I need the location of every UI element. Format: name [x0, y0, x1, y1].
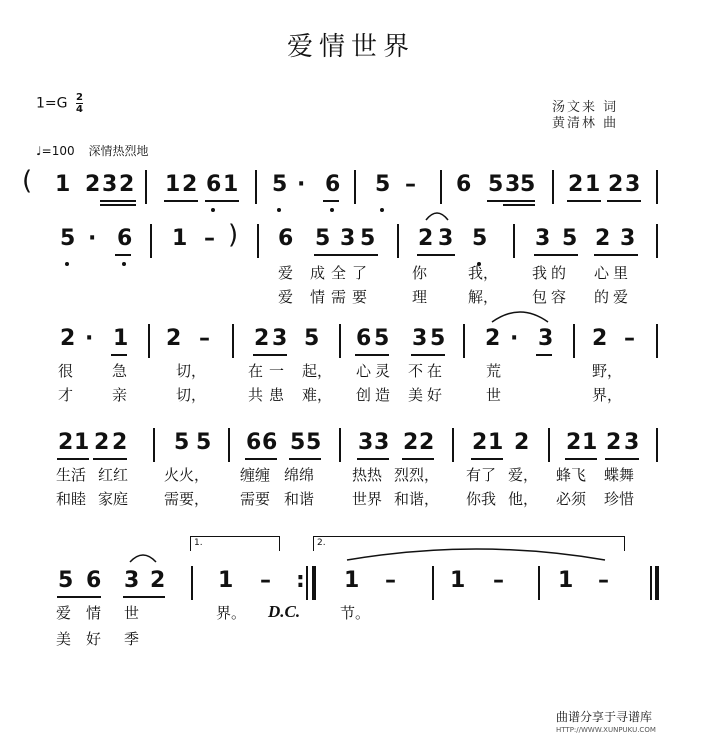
note: 1 — [113, 326, 129, 351]
dot-rhythm: · — [88, 226, 97, 251]
time-sig-bottom: 4 — [75, 104, 83, 115]
dash: – — [624, 326, 635, 351]
note: 3 — [124, 568, 140, 593]
underline — [411, 354, 445, 356]
lyric: 心里 — [594, 264, 633, 282]
bar-line — [306, 566, 308, 600]
lyric: 创造 — [356, 386, 395, 404]
underline — [314, 254, 378, 256]
bar-line — [255, 170, 257, 204]
lyric: 美好 — [408, 386, 447, 404]
note: 1 — [223, 172, 239, 197]
note: 2 — [606, 430, 622, 455]
time-signature — [76, 92, 83, 115]
lyric: 荒 — [486, 362, 502, 380]
lyric: 包容 — [532, 288, 571, 306]
key-signature — [36, 92, 83, 115]
note: 2 — [182, 172, 198, 197]
bar-line — [228, 428, 230, 462]
lyric: 和谐 — [284, 490, 315, 508]
underline — [323, 200, 339, 202]
lyric: 解， — [468, 288, 499, 306]
note: 3 — [625, 172, 641, 197]
note: 6 — [86, 568, 102, 593]
lyric: 情需要 — [310, 288, 374, 306]
lyric: 不在 — [408, 362, 447, 380]
underline — [205, 200, 239, 202]
underline — [355, 354, 389, 356]
bar-line — [339, 428, 341, 462]
tempo-marking — [36, 142, 148, 159]
lyric: 理 — [412, 288, 428, 306]
note: 2 — [418, 226, 434, 251]
lyric: 才 — [58, 386, 74, 404]
lyric: 生活 — [56, 466, 87, 484]
lyric: 烈烈， — [394, 466, 440, 484]
note: 6 — [117, 226, 133, 251]
underline — [57, 458, 89, 460]
underline — [487, 200, 535, 202]
lyric: 缠缠 — [240, 466, 271, 484]
dash: – — [204, 226, 215, 251]
note: 5 — [58, 568, 74, 593]
bar-line — [656, 170, 658, 204]
note: 2 — [150, 568, 166, 593]
lyric: 季 — [124, 630, 140, 648]
underline — [115, 254, 131, 256]
note: 1 — [344, 568, 360, 593]
note: 5 — [562, 226, 578, 251]
note: 3 — [358, 430, 374, 455]
lyric: 很 — [58, 362, 74, 380]
lyric: 和谐， — [394, 490, 440, 508]
note: 2 — [119, 172, 135, 197]
lyric: 火火， — [164, 466, 210, 484]
note: 1 — [585, 172, 601, 197]
bar-line — [538, 566, 540, 600]
lyric: 我的 — [532, 264, 571, 282]
note: 3 — [535, 226, 551, 251]
underline — [471, 458, 503, 460]
footer-url: HTTP://WWW.XUNPUKU.COM — [556, 726, 656, 734]
lyric: 蝶舞 — [604, 466, 635, 484]
bar-line — [656, 224, 658, 258]
bar-line — [145, 170, 147, 204]
note: 2 — [94, 430, 110, 455]
bar-line — [150, 224, 152, 258]
lyric: 珍惜 — [604, 490, 635, 508]
underline — [164, 200, 198, 202]
dot-rhythm: · — [510, 326, 519, 351]
note: 2 — [608, 172, 624, 197]
note: 5 — [374, 326, 390, 351]
low-octave-dot — [330, 208, 334, 212]
staff-row-2 — [0, 218, 702, 313]
low-octave-dot — [211, 208, 215, 212]
bar-line — [552, 170, 554, 204]
lyric: 和睦 — [56, 490, 87, 508]
bar-line — [440, 170, 442, 204]
bar-line — [153, 428, 155, 462]
lyric: 爱 — [278, 288, 294, 306]
low-octave-dot — [65, 262, 69, 266]
staff-row-3 — [0, 318, 702, 413]
note: 2 — [112, 430, 128, 455]
note: 5 — [306, 430, 322, 455]
note: 2 — [595, 226, 611, 251]
note: 1 — [450, 568, 466, 593]
note: 2 — [60, 326, 76, 351]
slur — [424, 208, 450, 222]
note: 2 — [403, 430, 419, 455]
bar-line — [463, 324, 465, 358]
note: 5 — [315, 226, 331, 251]
lyric: 世 — [124, 604, 140, 622]
note: 3 — [620, 226, 636, 251]
note: 3 — [438, 226, 454, 251]
note: 3 — [374, 430, 390, 455]
lyric: 我， — [468, 264, 499, 282]
note: 2 — [592, 326, 608, 351]
underline — [567, 200, 601, 202]
lyricist-credit: 汤文来 词 — [552, 100, 619, 115]
lyric: 野， — [592, 362, 623, 380]
lyric: 情 — [86, 604, 102, 622]
lyric: 必须 — [556, 490, 587, 508]
lyric: 在一 — [248, 362, 291, 380]
bar-line — [339, 324, 341, 358]
tempo-value: ♩=100 — [36, 144, 75, 158]
lyric: 需要 — [240, 490, 271, 508]
underline — [594, 254, 638, 256]
lyric: 爱 — [278, 264, 294, 282]
lyric: 蜂飞 — [556, 466, 587, 484]
song-title: 爱情世界 — [286, 32, 415, 62]
note: 2 — [566, 430, 582, 455]
bar-line — [232, 324, 234, 358]
note: 6 — [262, 430, 278, 455]
bar-line — [191, 566, 193, 600]
note: 6 — [356, 326, 372, 351]
bar-line — [397, 224, 399, 258]
second-ending-label: 2. — [317, 538, 326, 548]
first-ending-bracket — [190, 536, 280, 551]
note: 5 — [196, 430, 212, 455]
note: 2 — [568, 172, 584, 197]
lyric: 热热 — [352, 466, 383, 484]
lyric: 界， — [592, 386, 623, 404]
dot-rhythm: · — [85, 326, 94, 351]
note: 1 — [172, 226, 188, 251]
note: 5 — [375, 172, 391, 197]
note: 5 — [488, 172, 504, 197]
lyric: 急 — [112, 362, 128, 380]
note: 2 — [485, 326, 501, 351]
lyric: 心灵 — [356, 362, 395, 380]
note: 2 — [166, 326, 182, 351]
underline — [402, 458, 434, 460]
time-sig-top: 2 — [75, 92, 83, 103]
bar-line — [656, 324, 658, 358]
note: 3 — [272, 326, 288, 351]
bar-line — [432, 566, 434, 600]
note: 1 — [74, 430, 90, 455]
lyric: 世界 — [352, 490, 383, 508]
lyric: 好 — [86, 630, 102, 648]
tie — [490, 306, 550, 324]
dash: – — [598, 568, 609, 593]
underline — [534, 254, 578, 256]
note: 6 — [456, 172, 472, 197]
low-octave-dot — [380, 208, 384, 212]
final-bar-thin — [650, 566, 652, 600]
note: 5 — [290, 430, 306, 455]
lyric: 起， — [302, 362, 333, 380]
note: 6 — [206, 172, 222, 197]
note: 3 — [624, 430, 640, 455]
lyric: 爱 — [56, 604, 72, 622]
underline — [111, 354, 127, 356]
repeat-colon: : — [296, 568, 305, 593]
lyric: 爱， — [508, 466, 539, 484]
note: 3 — [538, 326, 554, 351]
lyric: 需要， — [164, 490, 210, 508]
note: 1 — [218, 568, 234, 593]
staff-row-1 — [0, 164, 702, 214]
note: 1 — [165, 172, 181, 197]
note: 6 — [278, 226, 294, 251]
dash: – — [385, 568, 396, 593]
note: 5 — [272, 172, 288, 197]
dash: – — [405, 172, 416, 197]
bar-line — [513, 224, 515, 258]
lyric: 家庭 — [98, 490, 129, 508]
lyric: 成全了 — [310, 264, 374, 282]
underline — [536, 354, 552, 356]
note: 5 — [174, 430, 190, 455]
final-bar-thick — [655, 566, 659, 600]
note: 6 — [325, 172, 341, 197]
note: 5 — [472, 226, 488, 251]
note: 6 — [246, 430, 262, 455]
lyric: 难， — [302, 386, 333, 404]
open-parenthesis: ( — [22, 166, 33, 196]
underline — [245, 458, 277, 460]
bar-line — [148, 324, 150, 358]
dash: – — [260, 568, 271, 593]
lyric: 切， — [176, 386, 207, 404]
lyric: 有了 — [466, 466, 497, 484]
underline — [100, 200, 136, 202]
expression-text: 深情热烈地 — [88, 144, 149, 158]
bar-line — [548, 428, 550, 462]
lyric: 的爱 — [594, 288, 633, 306]
underline — [503, 204, 535, 206]
note: 2 — [254, 326, 270, 351]
lyric: 界。 — [216, 604, 247, 622]
underline — [357, 458, 389, 460]
close-parenthesis: ) — [228, 220, 239, 250]
first-ending-label: 1. — [194, 538, 203, 548]
bar-line — [257, 224, 259, 258]
tie — [345, 542, 607, 562]
repeat-bar-thick — [312, 566, 316, 600]
underline — [565, 458, 597, 460]
note: 5 — [430, 326, 446, 351]
lyric: 你我 — [466, 490, 497, 508]
note: 5 — [360, 226, 376, 251]
note: 5 — [304, 326, 320, 351]
note: 3 — [102, 172, 118, 197]
low-octave-dot — [277, 208, 281, 212]
underline — [289, 458, 321, 460]
bar-line — [354, 170, 356, 204]
bar-line — [656, 428, 658, 462]
note: 3 — [505, 172, 521, 197]
underline — [123, 596, 165, 598]
bar-line — [452, 428, 454, 462]
note: 5 — [60, 226, 76, 251]
dc-marking: D.C. — [268, 602, 301, 621]
dash: – — [199, 326, 210, 351]
lyric: 你 — [412, 264, 428, 282]
lyric: 共患 — [248, 386, 291, 404]
underline — [57, 596, 101, 598]
note: 5 — [520, 172, 536, 197]
lyric: 切， — [176, 362, 207, 380]
lyric: 亲 — [112, 386, 128, 404]
lyric: 世 — [486, 386, 502, 404]
underline — [417, 254, 455, 256]
footer-site: 曲谱分享于寻谱库 — [556, 710, 653, 724]
lyric: 红红 — [98, 466, 129, 484]
note: 1 — [55, 172, 71, 197]
note: 1 — [488, 430, 504, 455]
note: 2 — [58, 430, 74, 455]
staff-row-4 — [0, 422, 702, 517]
note: 2 — [85, 172, 101, 197]
note: 2 — [514, 430, 530, 455]
note: 2 — [472, 430, 488, 455]
note: 1 — [558, 568, 574, 593]
underline — [93, 458, 127, 460]
lyric: 美 — [56, 630, 72, 648]
lyric: 他， — [508, 490, 539, 508]
note: 2 — [419, 430, 435, 455]
note: 1 — [582, 430, 598, 455]
underline — [253, 354, 287, 356]
dot-rhythm: · — [297, 172, 306, 197]
composer-credit: 黄清林 曲 — [552, 116, 619, 131]
underline — [605, 458, 639, 460]
key-label: 1=G — [36, 95, 68, 112]
note: 3 — [340, 226, 356, 251]
staff-row-5 — [0, 530, 702, 650]
underline — [607, 200, 641, 202]
underline — [100, 204, 136, 206]
lyric: 绵绵 — [284, 466, 315, 484]
bar-line — [573, 324, 575, 358]
lyric: 节。 — [340, 604, 371, 622]
low-octave-dot — [122, 262, 126, 266]
note: 3 — [412, 326, 428, 351]
dash: – — [493, 568, 504, 593]
slur — [128, 550, 158, 564]
